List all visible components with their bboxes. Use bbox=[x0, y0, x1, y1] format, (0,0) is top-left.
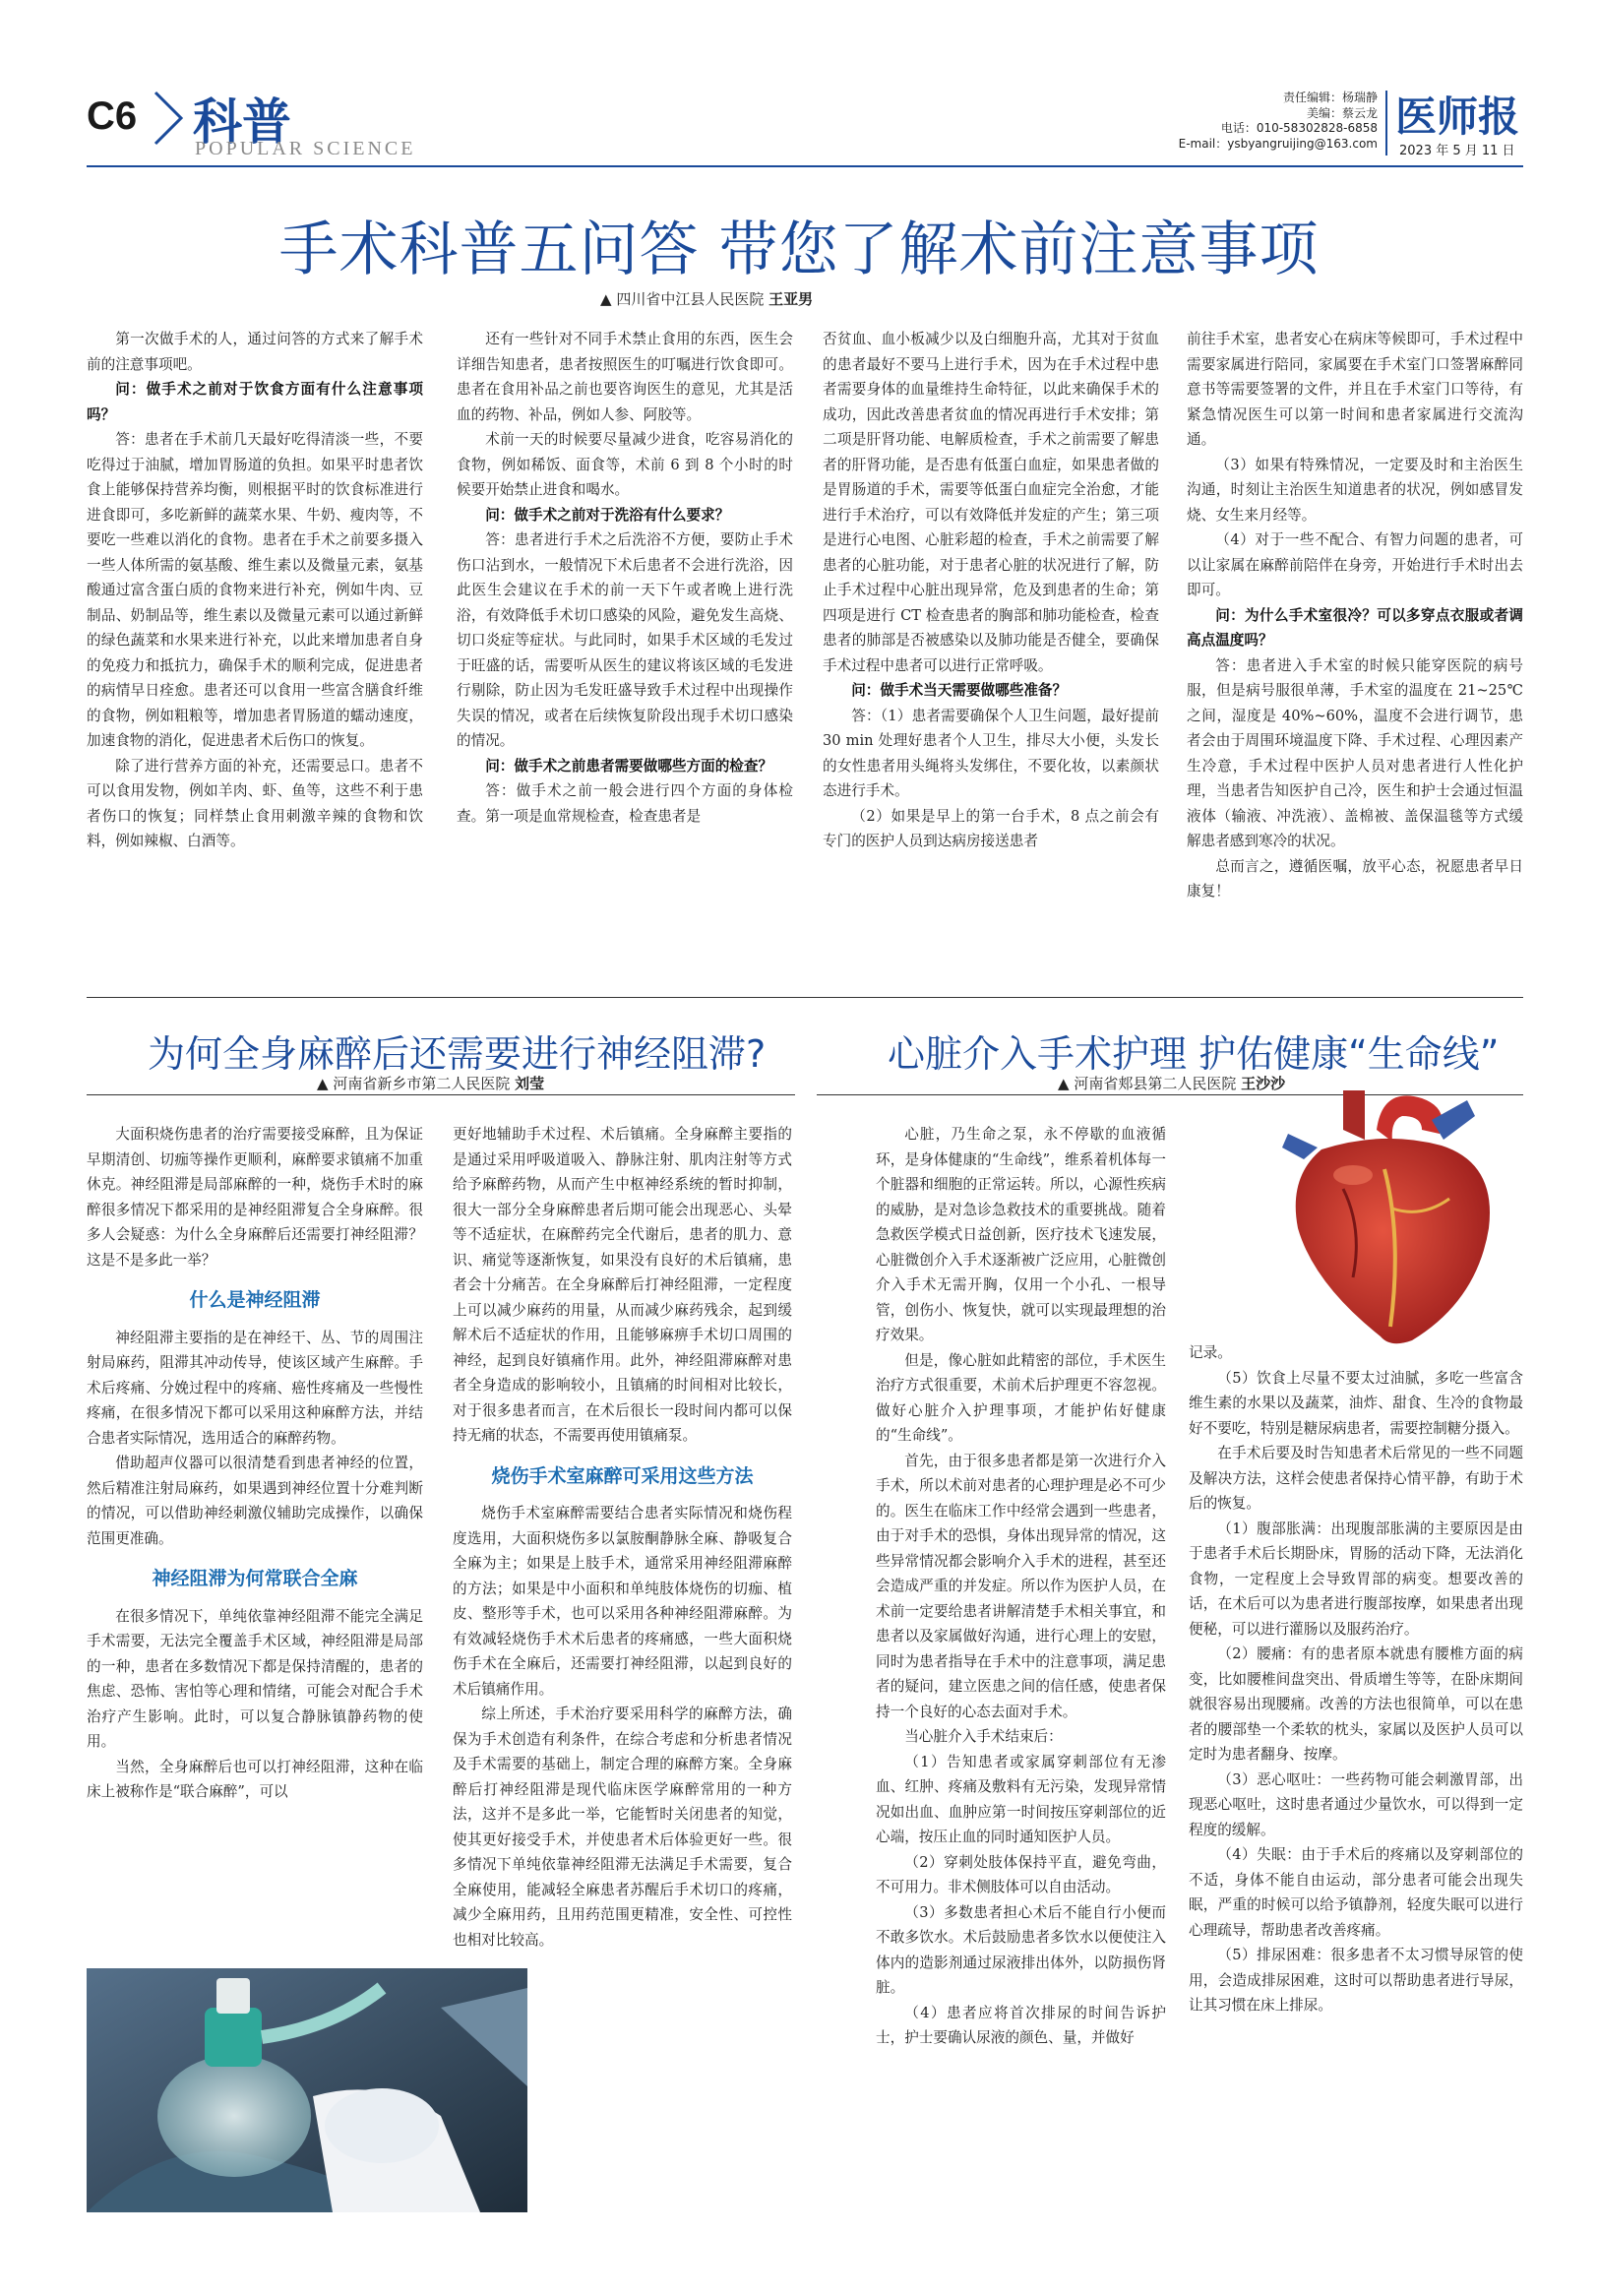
page-number: C6 bbox=[87, 94, 138, 138]
paragraph: 在手术后要及时告知患者术后常见的一些不同题及解决方法，这样会使患者保持心情平静，有助于术后的恢复。 bbox=[1189, 1445, 1523, 1512]
paragraph: （4）患者应将首次排尿的时间告诉护士，护士要确认尿液的颜色、量，并做好 bbox=[876, 2004, 1166, 2046]
article3-col2 bbox=[1189, 1340, 1523, 2018]
paragraph: 答：做手术之前一般会进行四个方面的身体检查。第一项是血常规检查，检查患者是 bbox=[457, 782, 793, 825]
paragraph: 第一次做手术的人，通过问答的方式来了解手术前的注意事项吧。 bbox=[87, 331, 423, 373]
credits bbox=[1141, 91, 1378, 152]
paragraph: 答：患者在手术前几天最好吃得清淡一些，不要吃得过于油腻，增加胃肠道的负担。如果平时患者饮食上能够保持营养均衡，则根据平时的饮食标准进行进食即可，多吃新鲜的蔬菜水果、牛奶、瘦肉等，不要吃一些难以消化的食物。患者在手术之前要多摄入一些人体所需的氨基酸、维生素以及微量元素，氨基酸通过富含蛋白质的食物来进行补充，例如牛肉、豆制品、奶制品等，维生素以及微量元素可以通过新鲜的绿色蔬菜和水果来进行补充，以此来增加患者自身的免疫力和抵抗力，确保手术的顺利完成，促进患者的病情早日痊愈。患者还可以食用一些富含膳食纤维的食物，例如粗粮等，增加患者胃肠道的蠕动速度，加速食物的消化，促进患者术后伤口的恢复。 bbox=[87, 431, 423, 749]
section-title: 科普 bbox=[193, 93, 291, 151]
paragraph: （2）穿刺处肢体保持平直，避免弯曲，不可用力。非术侧肢体可以自由活动。 bbox=[876, 1853, 1166, 1895]
paragraph: （5）排尿困难：很多患者不太习惯导尿管的使用，会造成排尿困难，这时可以帮助患者进行导尿，让其习惯在床上排尿。 bbox=[1189, 1947, 1523, 2014]
question: 问：做手术之前患者需要做哪些方面的检查？ bbox=[485, 757, 773, 775]
newspaper-logo: 医师报 bbox=[1395, 93, 1520, 141]
paragraph: （3）如果有特殊情况，一定要及时和主治医生沟通，时刻让主治医生知道患者的状况，例如感冒发烧、女生来月经等。 bbox=[1187, 456, 1523, 524]
paragraph: （3）多数患者担心术后不能自行小便而不敢多饮水。术后鼓励患者多饮水以便使注入体内的造影剂通过尿液排出体外，以防损伤肾脏。 bbox=[876, 1903, 1166, 1996]
section-subtitle: POPULAR SCIENCE bbox=[195, 138, 416, 159]
article2-byline: ▲ 河南省新乡市第二人民医院 刘莹 bbox=[317, 1075, 545, 1092]
paragraph: 神经阻滞主要指的是在神经干、丛、节的周围注射局麻药，阻滞其冲动传导，使该区域产生麻醉。手术后疼痛、分娩过程中的疼痛、癌性疼痛及一些慢性疼痛，在很多情况下都可以采用这种麻醉方法，并结合患者实际情况，选用适合的麻醉药物。 bbox=[87, 1329, 423, 1447]
section-divider bbox=[87, 997, 1523, 998]
paragraph: 当心脏介入手术结束后： bbox=[904, 1728, 1063, 1745]
article1-title: 手术科普五问答 带您了解术前注意事项 bbox=[278, 216, 1320, 284]
question: 问：做手术之前对于饮食方面有什么注意事项吗？ bbox=[87, 381, 423, 423]
question: 问：做手术之前对于洗浴有什么要求？ bbox=[485, 506, 730, 524]
paragraph: 答：患者进行手术之后洗浴不方便，要防止手术伤口沾到水，一般情况下术后患者不会进行洗浴，因此医生会建议在手术的前一天下午或者晚上进行洗浴，有效降低手术切口感染的风险，避免发生高烧、切口炎症等症状。与此同时，如果手术区域的毛发过于旺盛的话，需要听从医生的建议将该区域的毛发进行剔除，防止因为毛发旺盛导致手术过程中出现操作失误的情况，或者在后续恢复阶段出现手术切口感染的情况。 bbox=[457, 531, 793, 749]
article1-byline: ▲ 四川省中江县人民医院 王亚男 bbox=[600, 290, 814, 308]
article3-byline: ▲ 河南省郏县第二人民医院 王沙沙 bbox=[1058, 1075, 1286, 1092]
article1-col4 bbox=[1187, 327, 1523, 904]
paragraph: 综上所述，手术治疗要采用科学的麻醉方法，确保为手术创造有利条件，在综合考虑和分析患者情况及手术需要的基础上，制定合理的麻醉方案。全身麻醉后打神经阻滞是现代临床医学麻醉常用的一种方法，这并不是多此一举，它能暂时关闭患者的知觉，使其更好接受手术，并使患者术后体验更好一些。很多情况下单纯依靠神经阻滞无法满足手术需要，复合全麻使用，能减轻全麻患者苏醒后手术切口的疼痛，减少全麻用药，且用药范围更精准，安全性、可控性也相对比较高。 bbox=[453, 1706, 792, 1949]
article1-col3 bbox=[823, 327, 1159, 854]
article2-col1 bbox=[87, 1122, 423, 1805]
header-divider bbox=[1385, 91, 1387, 155]
paragraph: （1）腹部胀满：出现腹部胀满的主要原因是由于患者手术后长期卧床，胃肠的活动下降，无法消化食物，一定程度上会导致胃部的病变。想要改善的话，在术后可以为患者进行腹部按摩，如果患者出现便秘，可以进行灌肠以及服药治疗。 bbox=[1189, 1520, 1523, 1638]
header-rule bbox=[87, 165, 1523, 167]
subheading: 神经阻滞为何常联合全麻 bbox=[152, 1568, 358, 1589]
paragraph: 更好地辅助手术过程、术后镇痛。全身麻醉主要指的是通过采用呼吸道吸入、静脉注射、肌肉注射等方式给予麻醉药物，从而产生中枢神经系统的暂时抑制，很大一部分全身麻醉患者后期可能会出现恶心、头晕等不适症状，在麻醉药完全代谢后，患者的肌力、意识、痛觉等逐渐恢复，如果没有良好的术后镇痛，患者会十分痛苦。在全身麻醉后打神经阻滞，一定程度上可以减少麻药的用量，从而减少麻药残余，起到缓解术后不适症状的作用，且能够麻痹手术切口周围的神经，起到良好镇痛作用。此外，神经阻滞麻醉对患者全身造成的影响较小，且镇痛的时间相对比较长，对于很多患者而言，在术后很长一段时间内都可以保持无痛的状态，不需要再使用镇痛泵。 bbox=[453, 1126, 792, 1444]
paragraph: 当然，全身麻醉后也可以打神经阻滞，这种在临床上被称作是“联合麻醉”，可以 bbox=[87, 1758, 423, 1800]
paragraph: 除了进行营养方面的补充，还需要忌口。患者不可以食用发物，例如羊肉、虾、鱼等，这些不利于患者伤口的恢复；同样禁止食用刺激辛辣的食物和饮料，例如辣椒、白酒等。 bbox=[87, 757, 423, 849]
paragraph: （3）恶心呕吐：一些药物可能会刺激胃部，出现恶心呕吐，这时患者通过少量饮水，可以得到一定程度的缓解。 bbox=[1189, 1770, 1523, 1838]
editor: 责任编辑：杨瑞静 bbox=[1282, 91, 1378, 104]
paragraph: 答：（1）患者需要确保个人卫生问题，最好提前 30 min 处理好患者个人卫生，排尽大小便，头发长的女性患者用头绳将头发绑住，不要化妆，以素颜状态进行手术。 bbox=[823, 707, 1159, 799]
page-header bbox=[0, 0, 1598, 167]
question: 问：做手术当天需要做哪些准备？ bbox=[851, 682, 1068, 699]
paragraph: （5）饮食上尽量不要太过油腻，多吃一些富含维生素的水果以及蔬菜，油炸、甜食、生冷的食物最好不要吃，特别是糖尿病患者，需要控制糖分摄入。 bbox=[1189, 1369, 1523, 1437]
heart-illustration bbox=[1274, 1090, 1503, 1348]
subheading: 什么是神经阻滞 bbox=[189, 1289, 321, 1311]
chevron-icon bbox=[150, 89, 189, 148]
article1-col1 bbox=[87, 327, 423, 854]
paragraph: 记录。 bbox=[1189, 1344, 1232, 1361]
paragraph: 心脏，乃生命之泵，永不停歇的血液循环，是身体健康的“生命线”，维系着机体每一个脏器和细胞的正常运转。所以，心源性疾病的威胁，是对急诊急救技术的重要挑战。随着急救医学模式日益创新，医疗技术飞速发展，心脏微创介入手术逐渐被广泛应用，心脏微创介入手术无需开胸，仅用一个小孔、一根导管，创伤小、恢复快，就可以实现最理想的治疗效果。 bbox=[876, 1126, 1166, 1343]
article2-title: 为何全身麻醉后还需要进行神经阻滞? bbox=[148, 1032, 767, 1076]
article2-col2 bbox=[453, 1122, 792, 1953]
publish-date: 2023 年 5 月 11 日 bbox=[1399, 144, 1515, 158]
email: E-mail：ysbyangruijing@163.com bbox=[1178, 136, 1378, 151]
paragraph: （2）腰痛：有的患者原本就患有腰椎方面的病变，比如腰椎间盘突出、骨质增生等等，在卧床期间就很容易出现腰痛。改善的方法也很简单，可以在患者的腰部垫一个柔软的枕头，家属以及医护人员可以定时为患者翻身、按摩。 bbox=[1189, 1645, 1523, 1763]
anesthesia-mask-photo bbox=[87, 1968, 527, 2212]
article3-col1 bbox=[876, 1122, 1166, 2051]
paragraph: （2）如果是早上的第一台手术，8 点之前会有专门的医护人员到达病房接送患者 bbox=[823, 807, 1159, 849]
paragraph: （1）告知患者或家属穿刺部位有无渗血、红肿、疼痛及敷料有无污染，发现异常情况如出血、血肿应第一时间按压穿刺部位的近心端，按压止血的同时通知医护人员。 bbox=[876, 1753, 1166, 1845]
paragraph: 但是，像心脏如此精密的部位，手术医生治疗方式很重要，术前术后护理更不容忽视。做好心脏介入护理事项，才能护佑好健康的“生命线”。 bbox=[876, 1351, 1166, 1444]
paragraph: 烧伤手术室麻醉需要结合患者实际情况和烧伤程度选用，大面积烧伤多以氯胺酮静脉全麻、静吸复合全麻为主；如果是上肢手术，通常采用神经阻滞麻醉的方法；如果是中小面积和单纯肢体烧伤的切痂、植皮、整形等手术，也可以采用各种神经阻滞麻醉。为有效减轻烧伤手术术后患者的疼痛感，一些大面积烧伤手术在全麻后，还需要打神经阻滞，以起到良好的术后镇痛作用。 bbox=[453, 1505, 792, 1698]
article3-title: 心脏介入手术护理 护佑健康“生命线” bbox=[888, 1032, 1500, 1076]
paragraph: 在很多情况下，单纯依靠神经阻滞不能完全满足手术需要，无法完全覆盖手术区域，神经阻滞是局部的一种，患者在多数情况下都是保持清醒的，患者的焦虑、恐怖、害怕等心理和情绪，可能会对配合手术治疗产生影响。此时，可以复合静脉镇静药物的使用。 bbox=[87, 1607, 423, 1750]
paragraph: （4）失眠：由于手术后的疼痛以及穿刺部位的不适，身体不能自由运动，部分患者可能会出现失眠，严重的时候可以给予镇静剂，轻度失眠可以进行心理疏导，帮助患者改善疼痛。 bbox=[1189, 1846, 1523, 1939]
paragraph: 借助超声仪器可以很清楚看到患者神经的位置，然后精准注射局麻药，如果遇到神经位置十分难判断的情况，可以借助神经刺激仪辅助完成操作，以确保范围更准确。 bbox=[87, 1455, 423, 1547]
paragraph: 首先，由于很多患者都是第一次进行介入手术，所以术前对患者的心理护理是必不可少的。医生在临床工作中经常会遇到一些患者，由于对手术的恐惧，身体出现异常的情况，这些异常情况都会影响介入手术的进程，甚至还会造成严重的并发症。所以作为医护人员，在术前一定要给患者讲解清楚手术相关事宜，和患者以及家属做好沟通，进行心理上的安慰，同时为患者指导在手术中的注意事项，满足患者的疑问，建立医患之间的信任感，使患者保持一个良好的心态去面对手术。 bbox=[876, 1452, 1166, 1720]
paragraph: 还有一些针对不同手术禁止食用的东西，医生会详细告知患者，患者按照医生的叮嘱进行饮食即可。患者在食用补品之前也要咨询医生的意见，尤其是活血的药物、补品，例如人参、阿胶等。 bbox=[457, 331, 793, 423]
designer: 美编：蔡云龙 bbox=[1306, 105, 1378, 120]
paragraph: （4）对于一些不配合、有智力问题的患者，可以让家属在麻醉前陪伴在身旁，开始进行手术时出去即可。 bbox=[1187, 531, 1523, 598]
paragraph: 大面积烧伤患者的治疗需要接受麻醉，且为保证早期清创、切痂等操作更顺利，麻醉要求镇痛不加重休克。神经阻滞是局部麻醉的一种，烧伤手术时的麻醉很多情况下都采用的是神经阻滞复合全身麻醉。很多人会疑惑：为什么全身麻醉后还需要打神经阻滞？这是不是多此一举？ bbox=[87, 1126, 423, 1269]
phone: 电话：010-58302828-6858 bbox=[1220, 121, 1378, 135]
paragraph: 答：患者进入手术室的时候只能穿医院的病号服，但是病号服很单薄，手术室的温度在 21~25℃之间，湿度是 40%~60%，温度不会进行调节，患者会由于周围环境温度下降、手术过程、心理因素产生冷意，手术过程中医护人员对患者进行人性化护理，当患者告知医护自己冷，医生和护士会通过恒温液体（输液、冲洗液）、盖棉被、盖保温毯等方式缓解患者感到寒冷的状况。 bbox=[1187, 656, 1523, 849]
subheading: 烧伤手术室麻醉可采用这些方法 bbox=[491, 1464, 754, 1487]
article2-rule bbox=[87, 1094, 795, 1095]
article1-col2 bbox=[457, 327, 793, 829]
paragraph: 总而言之，遵循医嘱，放平心态，祝愿患者早日康复！ bbox=[1187, 857, 1523, 900]
question: 问：为什么手术室很冷？可以多穿点衣服或者调高点温度吗？ bbox=[1187, 606, 1523, 649]
paragraph: 否贫血、血小板减少以及白细胞升高，尤其对于贫血的患者最好不要马上进行手术，因为在手术过程中患者需要身体的血量维持生命特征，以此来确保手术的成功，因此改善患者贫血的情况再进行手术安排；第二项是肝肾功能、电解质检查，手术之前需要了解患者的肝肾功能，是否患有低蛋白血症，如果患者做的是胃肠道的手术，需要等低蛋白血症完全治愈，才能进行手术治疗，可以有效降低并发症的产生；第三项是进行心电图、心脏彩超的检查，手术之前需要了解患者的心脏功能，对于患者心脏的状况进行了解，防止手术过程中心脏出现异常，危及到患者的生命；第四项是进行 CT 检查患者的胸部和肺功能检查，检查患者的肺部是否被感染以及肺功能是否健全，要确保手术过程中患者可以进行正常呼吸。 bbox=[823, 331, 1159, 674]
paragraph: 术前一天的时候要尽量减少进食，吃容易消化的食物，例如稀饭、面食等，术前 6 到 8 个小时的时候要开始禁止进食和喝水。 bbox=[457, 431, 793, 498]
paragraph: 前往手术室，患者安心在病床等候即可，手术过程中需要家属进行陪同，家属要在手术室门口签署麻醉同意书等需要签署的文件，并且在手术室门口等待，有紧急情况医生可以第一时间和患者家属进行交流沟通。 bbox=[1187, 331, 1523, 448]
